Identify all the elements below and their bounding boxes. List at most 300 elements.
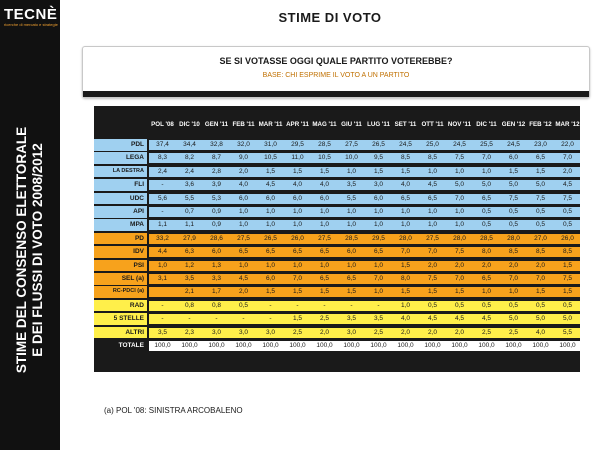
column-header: NOV '11: [447, 121, 472, 128]
data-cell: 1,7: [211, 288, 222, 296]
table-row: [94, 246, 580, 258]
question-box: [82, 46, 590, 98]
data-cell: 1,0: [427, 208, 438, 215]
data-cell: 0,5: [481, 208, 492, 215]
data-cell: 6,5: [373, 248, 384, 256]
data-cell: 34,4: [183, 141, 196, 148]
data-cell: 1,5: [535, 167, 546, 175]
data-cell: 1,0: [454, 221, 465, 229]
data-cell: 100,0: [208, 342, 225, 349]
data-cell: 6,0: [346, 248, 357, 256]
sidebar: [0, 0, 60, 450]
column-header: MAG '11: [312, 121, 337, 128]
data-cell: 2,5: [373, 328, 384, 336]
data-cell: 28,0: [507, 234, 520, 242]
data-cell: 7,5: [508, 194, 519, 202]
data-cell: 6,5: [265, 248, 276, 256]
data-cell: -: [188, 315, 191, 323]
data-cell: 100,0: [505, 342, 522, 349]
data-cell: -: [350, 301, 353, 309]
data-cell: 8,3: [157, 154, 168, 162]
table-row: [94, 273, 580, 285]
data-cell: 1,0: [319, 261, 330, 269]
page-title: STIME DI VOTO: [278, 10, 382, 25]
data-cell: 3,3: [211, 275, 222, 282]
data-cell: 2,0: [427, 261, 438, 269]
data-cell: 8,5: [400, 154, 411, 162]
data-cell: 1,0: [373, 221, 384, 229]
data-cell: 1,0: [400, 221, 411, 229]
data-cell: 23,0: [534, 141, 547, 148]
data-cell: 1,0: [346, 261, 357, 269]
data-cell: 100,0: [424, 342, 441, 349]
data-cell: 7,5: [535, 194, 546, 202]
data-cell: 7,0: [535, 275, 546, 282]
sidebar-title-line1: STIME DEL CONSENSO ELETTORALE: [14, 126, 29, 374]
data-cell: 7,5: [562, 275, 573, 282]
data-cell: 0,8: [211, 301, 222, 309]
data-cell: 0,5: [562, 208, 573, 215]
data-cell: 6,5: [319, 248, 330, 256]
data-cell: 100,0: [478, 342, 495, 349]
data-cell: 4,5: [427, 315, 438, 323]
data-cell: 7,0: [373, 275, 384, 282]
data-cell: 2,5: [292, 328, 303, 336]
data-cell: 8,5: [535, 248, 546, 256]
row-label: MPA: [94, 219, 147, 231]
data-cell: 7,0: [400, 248, 411, 256]
data-cell: 8,5: [562, 248, 573, 256]
data-cell: 100,0: [532, 342, 549, 349]
row-label: LA DESTRA: [94, 166, 147, 178]
data-cell: 5,0: [562, 315, 573, 323]
table-row: [94, 139, 580, 151]
column-header: LUG '11: [367, 121, 390, 128]
data-cell: 33,2: [156, 234, 169, 242]
data-cell: 27,5: [318, 234, 331, 242]
row-label: ALTRI: [94, 327, 147, 339]
row-label: TOTALE: [118, 342, 144, 349]
data-cell: 7,5: [454, 248, 465, 256]
data-cell: 10,5: [264, 154, 277, 162]
data-cell: 1,0: [400, 301, 411, 309]
data-cell: 4,0: [400, 315, 411, 323]
data-cell: 4,0: [292, 181, 303, 189]
data-cell: 0,8: [184, 301, 195, 309]
data-cell: 0,5: [562, 301, 573, 309]
data-cell: 7,0: [427, 248, 438, 256]
data-cell: 1,0: [319, 221, 330, 229]
data-cell: 100,0: [289, 342, 306, 349]
data-cell: 6,0: [319, 194, 330, 202]
data-cell: 5,0: [481, 181, 492, 189]
data-cell: 4,5: [481, 315, 492, 323]
data-cell: 3,5: [373, 315, 384, 323]
data-cell: 4,0: [400, 181, 411, 189]
data-cell: 3,5: [157, 328, 168, 336]
data-cell: 5,5: [346, 194, 357, 202]
column-header: FEB '12: [529, 121, 552, 128]
row-label: FLI: [94, 179, 147, 191]
data-cell: 3,9: [211, 181, 222, 189]
data-cell: 3,0: [373, 181, 384, 189]
data-cell: 0,5: [238, 301, 249, 309]
data-cell: 24,5: [507, 141, 520, 148]
data-cell: 1,0: [508, 288, 519, 296]
data-cell: 1,5: [265, 288, 276, 296]
data-cell: 100,0: [451, 342, 468, 349]
data-cell: 1,0: [292, 261, 303, 269]
data-cell: 1,0: [346, 167, 357, 175]
data-cell: 1,0: [319, 208, 330, 215]
sidebar-title-line2: E DEI FLUSSI DI VOTO 2008/2012: [30, 143, 45, 357]
column-header: MAR '12: [555, 121, 580, 128]
data-cell: 26,5: [264, 234, 277, 242]
data-cell: 6,0: [265, 275, 276, 282]
data-cell: 5,3: [211, 194, 222, 202]
data-cell: 1,0: [427, 167, 438, 175]
data-cell: 2,3: [184, 328, 195, 336]
data-cell: 25,0: [426, 141, 439, 148]
data-cell: 4,5: [562, 181, 573, 189]
data-cell: 1,0: [454, 208, 465, 215]
row-label: RAD: [94, 300, 147, 312]
column-header: DIC '11: [476, 121, 497, 128]
data-cell: 29,5: [291, 141, 304, 148]
data-cell: -: [323, 301, 326, 309]
data-cell: 1,5: [292, 288, 303, 296]
data-cell: 6,5: [481, 275, 492, 282]
data-cell: 2,0: [238, 288, 249, 296]
data-cell: 3,1: [157, 275, 168, 282]
data-cell: 8,2: [184, 154, 195, 162]
row-label: UDC: [94, 193, 147, 205]
column-header: DIC '10: [179, 121, 200, 128]
data-cell: 24,5: [399, 141, 412, 148]
data-cell: 5,0: [454, 181, 465, 189]
data-cell: 6,5: [535, 154, 546, 162]
data-cell: 28,5: [480, 234, 493, 242]
data-cell: 1,0: [238, 261, 249, 269]
data-cell: 6,0: [211, 248, 222, 256]
data-cell: 1,5: [535, 288, 546, 296]
data-cell: 7,0: [562, 154, 573, 162]
data-cell: 2,5: [319, 315, 330, 323]
table-row: [94, 340, 580, 352]
data-cell: 1,5: [373, 167, 384, 175]
table-row: [94, 286, 580, 298]
data-cell: 1,1: [157, 221, 168, 229]
data-cell: 4,4: [157, 248, 168, 256]
data-cell: 7,0: [481, 154, 492, 162]
vote-estimates-table: [94, 106, 580, 372]
data-cell: 0,5: [535, 301, 546, 309]
data-cell: 6,0: [265, 194, 276, 202]
data-cell: 0,5: [535, 221, 546, 229]
table-row: [94, 327, 580, 339]
data-cell: 6,3: [184, 248, 195, 256]
data-cell: 4,0: [319, 181, 330, 189]
data-cell: 1,5: [562, 288, 573, 296]
logo-text: TECNÈ: [4, 6, 58, 23]
data-cell: 28,0: [453, 234, 466, 242]
data-cell: 27,5: [345, 141, 358, 148]
data-cell: 6,5: [238, 248, 249, 256]
data-cell: 9,0: [238, 154, 249, 162]
table-row: [94, 313, 580, 325]
data-cell: 1,5: [265, 167, 276, 175]
data-cell: 100,0: [370, 342, 387, 349]
question-box-band: [83, 91, 589, 97]
data-cell: 2,4: [157, 167, 168, 175]
data-cell: 100,0: [343, 342, 360, 349]
data-cell: 100,0: [154, 342, 171, 349]
data-cell: 28,0: [399, 234, 412, 242]
data-cell: 100,0: [181, 342, 198, 349]
data-cell: 1,0: [346, 221, 357, 229]
data-cell: 37,4: [156, 141, 169, 148]
data-cell: -: [161, 301, 164, 309]
data-cell: 2,0: [400, 328, 411, 336]
data-cell: 27,5: [426, 234, 439, 242]
data-cell: 1,3: [211, 261, 222, 269]
data-cell: 1,0: [238, 221, 249, 229]
sidebar-title: [14, 100, 46, 400]
data-cell: 6,5: [319, 275, 330, 282]
data-cell: 25,5: [480, 141, 493, 148]
data-cell: 1,0: [265, 261, 276, 269]
data-cell: 2,0: [508, 261, 519, 269]
data-cell: 0,5: [508, 221, 519, 229]
column-header: MAR '11: [258, 121, 283, 128]
data-cell: 11,0: [291, 154, 304, 162]
data-cell: 2,4: [184, 167, 195, 175]
data-cell: 5,0: [508, 181, 519, 189]
data-cell: 1,0: [454, 167, 465, 175]
data-cell: 0,9: [211, 221, 222, 229]
data-cell: 6,5: [427, 194, 438, 202]
base-text: BASE: CHI ESPRIME IL VOTO A UN PARTITO: [262, 72, 410, 79]
column-header: GEN '11: [204, 121, 229, 128]
data-cell: 22,0: [561, 141, 574, 148]
data-cell: 2,0: [562, 167, 573, 175]
data-cell: 4,5: [238, 275, 249, 282]
column-header: FEB '11: [232, 121, 255, 128]
data-cell: 10,5: [318, 154, 331, 162]
row-label: PDL: [94, 139, 147, 151]
data-cell: 7,5: [427, 275, 438, 282]
data-cell: 1,5: [292, 167, 303, 175]
data-cell: 0,5: [508, 208, 519, 215]
data-cell: 27,5: [237, 234, 250, 242]
row-label: SEL (a): [94, 273, 147, 285]
table-row: [94, 179, 580, 191]
row-label: LEGA: [94, 152, 147, 164]
data-cell: 0,5: [454, 301, 465, 309]
data-cell: 1,5: [400, 167, 411, 175]
column-header: APR '11: [286, 121, 309, 128]
logo-tagline: ricerche di mercato e strategie: [4, 22, 58, 27]
data-cell: 2,0: [238, 167, 249, 175]
data-cell: 6,0: [292, 194, 303, 202]
table-header: [94, 112, 580, 138]
data-cell: -: [269, 301, 272, 309]
data-cell: 100,0: [235, 342, 252, 349]
data-cell: 1,5: [400, 288, 411, 296]
data-cell: 0,5: [481, 221, 492, 229]
data-cell: 8,7: [211, 154, 222, 162]
data-cell: 3,6: [184, 181, 195, 189]
column-header: GIU '11: [341, 121, 362, 128]
data-cell: 6,5: [481, 194, 492, 202]
data-cell: 2,5: [481, 328, 492, 336]
data-cell: 3,0: [346, 328, 357, 336]
data-cell: 27,9: [183, 234, 196, 242]
data-cell: 1,0: [373, 288, 384, 296]
data-cell: 3,5: [184, 275, 195, 282]
data-cell: 27,0: [534, 234, 547, 242]
data-cell: 100,0: [316, 342, 333, 349]
data-cell: 6,5: [346, 275, 357, 282]
data-cell: 2,8: [211, 167, 222, 175]
table-row: [94, 233, 580, 245]
data-cell: 5,5: [184, 194, 195, 202]
data-cell: 2,0: [427, 328, 438, 336]
data-cell: -: [296, 301, 299, 309]
data-cell: 6,5: [400, 194, 411, 202]
data-cell: 2,5: [508, 328, 519, 336]
data-cell: 1,5: [454, 288, 465, 296]
data-cell: 29,5: [372, 234, 385, 242]
row-label: PD: [94, 233, 147, 245]
data-cell: 4,0: [535, 328, 546, 336]
data-cell: 1,5: [427, 288, 438, 296]
data-cell: 2,0: [535, 261, 546, 269]
data-cell: 0,5: [508, 301, 519, 309]
row-label: 5 STELLE: [94, 313, 147, 325]
data-cell: 0,5: [481, 301, 492, 309]
data-cell: -: [161, 315, 164, 323]
data-cell: 8,5: [508, 248, 519, 256]
data-cell: 1,5: [319, 167, 330, 175]
table-row: [94, 166, 580, 178]
data-cell: 1,5: [319, 288, 330, 296]
data-cell: 7,0: [454, 194, 465, 202]
data-cell: [149, 286, 176, 298]
column-header: OTT '11: [421, 121, 444, 128]
data-cell: 1,0: [373, 261, 384, 269]
data-cell: 6,0: [508, 154, 519, 162]
data-cell: 1,0: [373, 208, 384, 215]
data-cell: 1,0: [481, 167, 492, 175]
data-cell: -: [161, 181, 164, 189]
data-cell: 5,5: [562, 328, 573, 336]
data-cell: 1,0: [481, 288, 492, 296]
data-cell: 28,5: [318, 141, 331, 148]
data-cell: -: [242, 315, 245, 323]
data-cell: 1,0: [238, 208, 249, 215]
data-cell: 7,5: [562, 194, 573, 202]
data-cell: 2,1: [184, 288, 195, 296]
data-cell: 0,7: [184, 208, 195, 215]
data-cell: 5,0: [508, 315, 519, 323]
data-cell: 3,0: [265, 328, 276, 336]
row-label: RC-PDCI (a): [94, 286, 147, 298]
table-row: [94, 219, 580, 231]
row-label: PSI: [94, 260, 147, 272]
brand-logo: [4, 6, 60, 27]
data-cell: 5,0: [535, 315, 546, 323]
data-cell: 32,8: [210, 141, 223, 148]
data-cell: 6,5: [292, 248, 303, 256]
footnote: (a) POL '08: SINISTRA ARCOBALENO: [104, 406, 243, 415]
data-cell: 4,0: [238, 181, 249, 189]
data-cell: 4,5: [427, 181, 438, 189]
data-cell: 1,0: [427, 221, 438, 229]
data-cell: 3,0: [211, 328, 222, 336]
data-cell: 0,5: [562, 221, 573, 229]
data-cell: 1,5: [346, 288, 357, 296]
data-cell: 0,9: [211, 208, 222, 215]
data-cell: 3,0: [238, 328, 249, 336]
data-cell: 1,5: [292, 315, 303, 323]
data-cell: 2,0: [454, 328, 465, 336]
data-cell: 5,6: [157, 194, 168, 202]
data-cell: 8,0: [481, 248, 492, 256]
data-cell: 26,0: [561, 234, 574, 242]
data-cell: -: [377, 301, 380, 309]
data-cell: 31,0: [264, 141, 277, 148]
data-cell: 7,0: [292, 275, 303, 282]
data-cell: 7,0: [508, 275, 519, 282]
data-cell: 1,0: [292, 221, 303, 229]
row-label: IDV: [94, 246, 147, 258]
data-cell: 1,1: [184, 221, 195, 229]
data-cell: 28,6: [210, 234, 223, 242]
data-cell: 1,2: [184, 261, 195, 269]
data-cell: 2,0: [454, 261, 465, 269]
data-cell: -: [161, 208, 164, 215]
data-cell: 3,5: [346, 315, 357, 323]
data-cell: 8,5: [427, 154, 438, 162]
data-cell: 2,0: [481, 261, 492, 269]
data-cell: -: [269, 315, 272, 323]
data-cell: 10,0: [345, 154, 358, 162]
data-cell: 1,5: [508, 167, 519, 175]
data-cell: 7,0: [454, 275, 465, 282]
table-row: [94, 152, 580, 164]
table-row: [94, 260, 580, 272]
row-label: API: [94, 206, 147, 218]
data-cell: 1,0: [346, 208, 357, 215]
data-cell: 28,5: [345, 234, 358, 242]
column-header: POL '08: [151, 121, 174, 128]
data-cell: 1,0: [292, 208, 303, 215]
table-row: [94, 206, 580, 218]
data-cell: 0,5: [427, 301, 438, 309]
data-cell: 1,5: [562, 261, 573, 269]
data-cell: 32,0: [237, 141, 250, 148]
data-cell: 100,0: [397, 342, 414, 349]
data-cell: 26,0: [291, 234, 304, 242]
data-cell: 26,5: [372, 141, 385, 148]
data-cell: 6,0: [238, 194, 249, 202]
data-cell: 9,5: [373, 154, 384, 162]
column-header: SET '11: [394, 121, 417, 128]
question-text: SE SI VOTASSE OGGI QUALE PARTITO VOTEREBBE?: [219, 56, 453, 66]
data-cell: 8,0: [400, 275, 411, 282]
table-row: [94, 193, 580, 205]
